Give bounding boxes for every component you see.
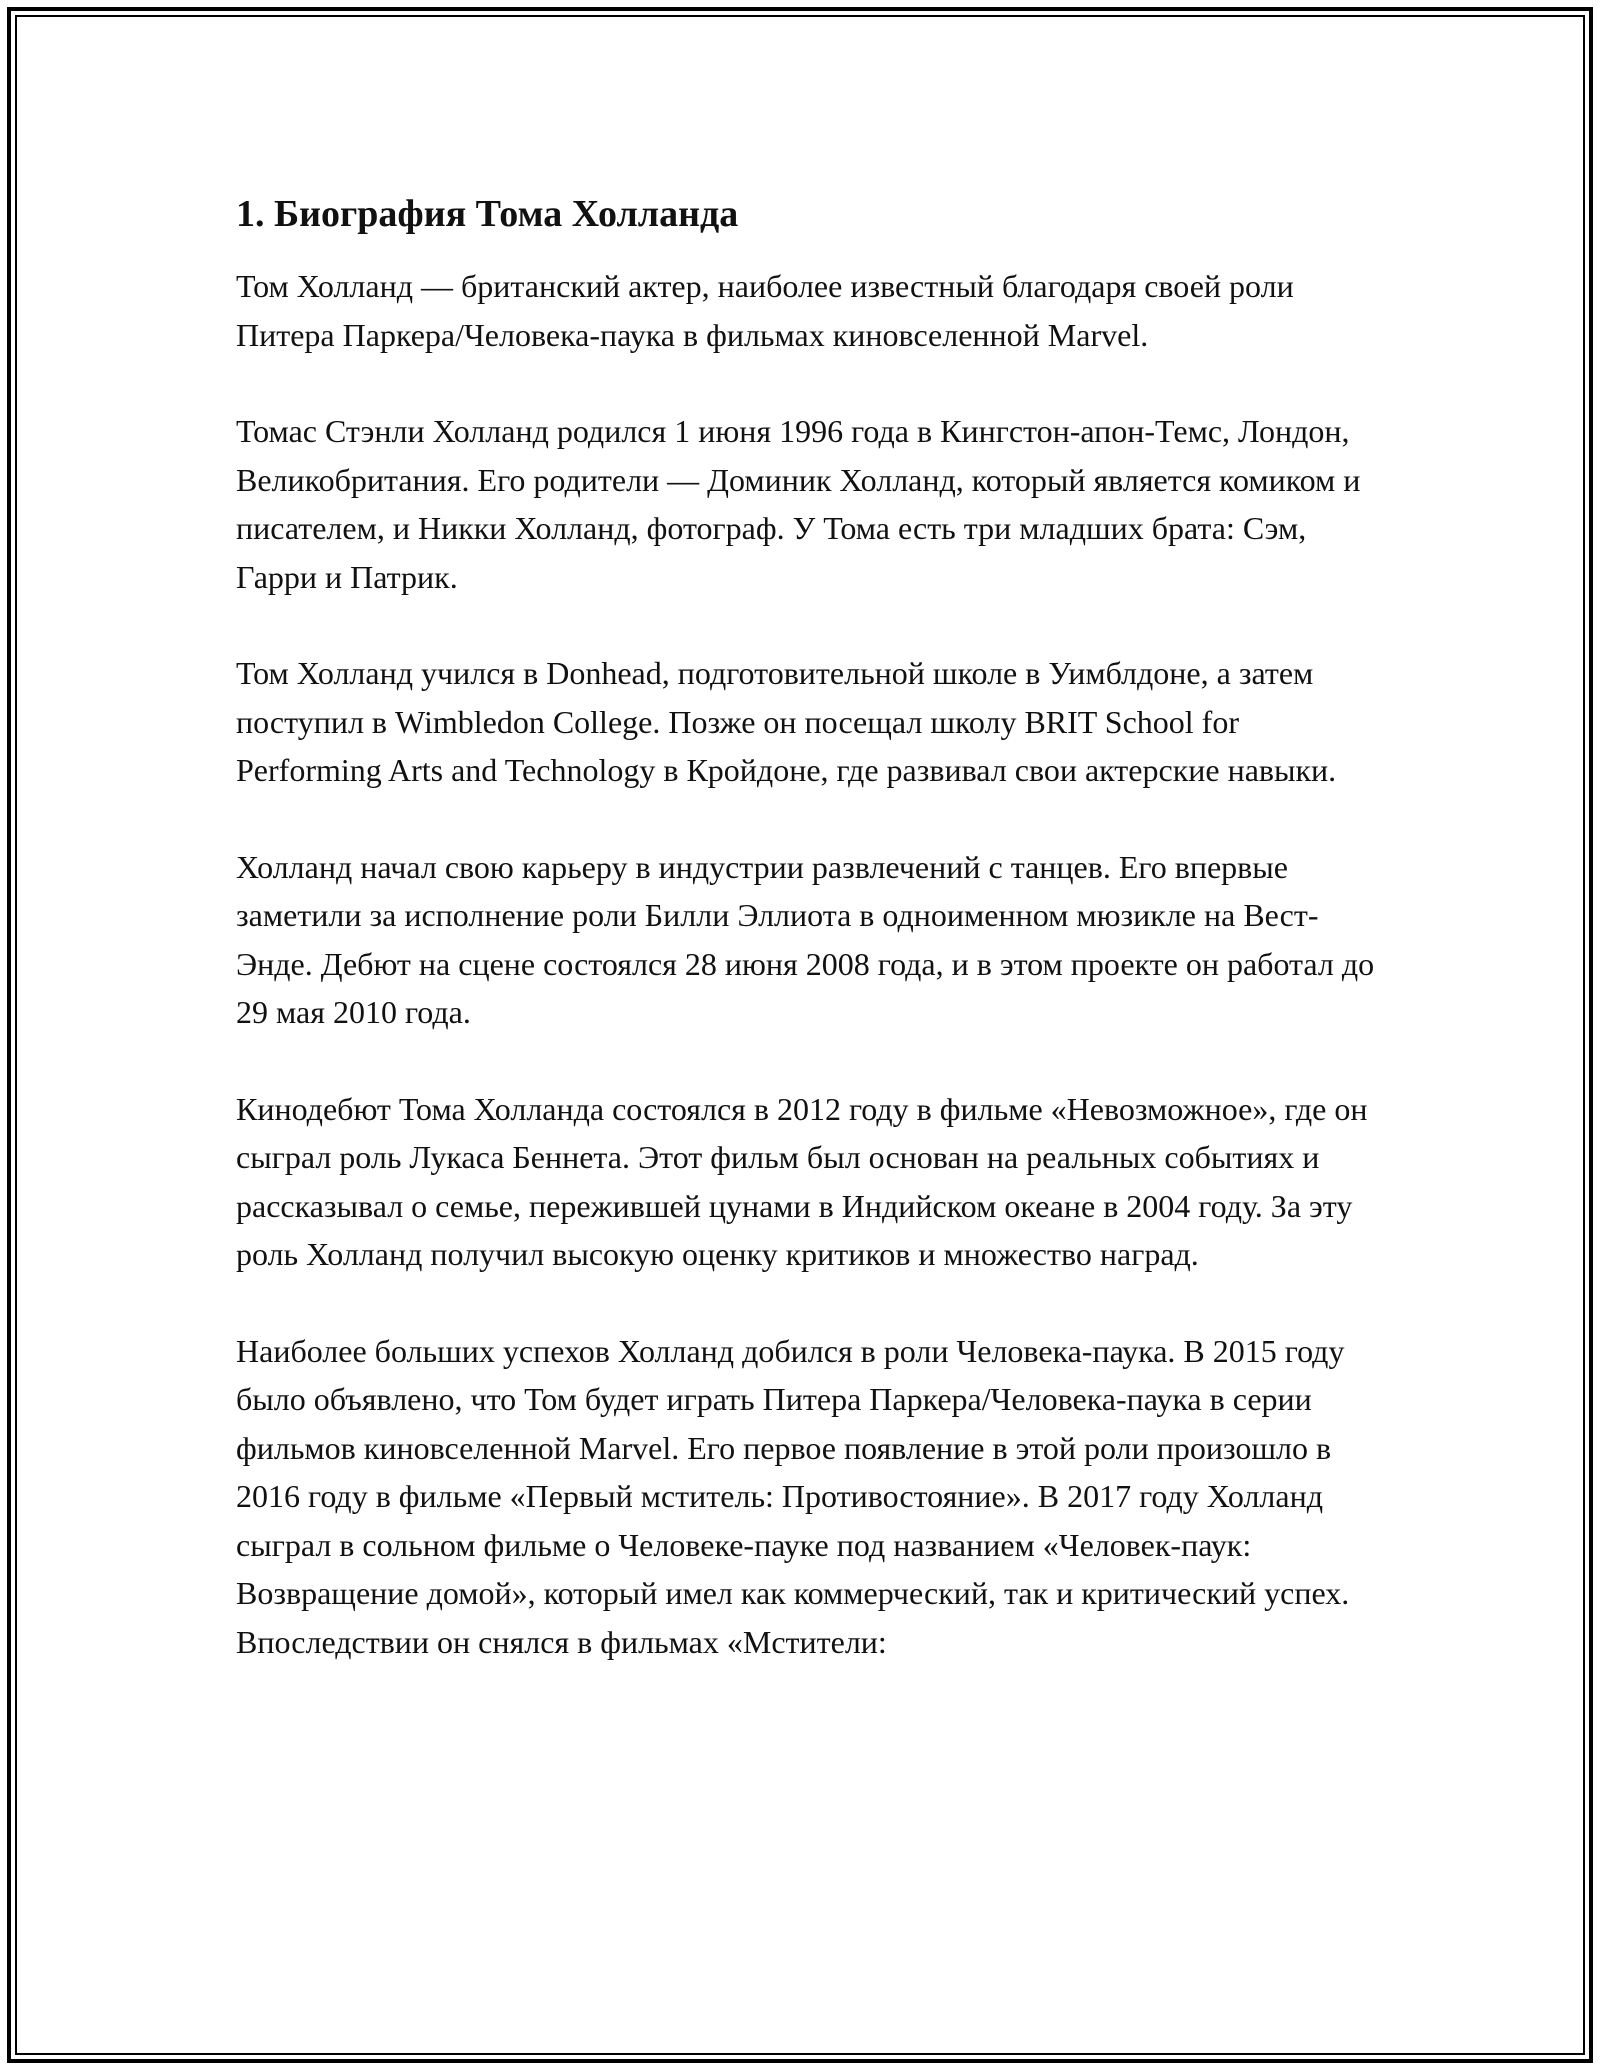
document-body (236, 186, 1386, 1666)
paragraph-spider-man: Наиболее больших успехов Холланд добился в роли Человека-паука. В 2015 году было объявлено, что Том будет играть Питера Паркера/Человека-паука в серии фильмов киновселенной Marvel. Его первое появление в этой роли произошло в 2016 году в фильме «Первый мститель: Противостояние». В 2017 году Холланд сыграл в сольном фильме о Человеке-пауке под названием «Человек-паук: Возвращение домой», который имел как коммерческий, так и критический успех. Впоследствии он снялся в фильмах «Мстители: (236, 1332, 1350, 1660)
paragraph-education: Том Холланд учился в Donhead, подготовительной школе в Уимблдоне, а затем поступил в Wimbledon College. Позже он посещал школу BRIT School for Performing Arts and Technology в Кройдоне, где развивал свои актерские навыки. (236, 655, 1337, 788)
paragraph-intro: Том Холланд — британский актер, наиболее известный благодаря своей роли Питера Паркера/Человека-паука в фильмах киновселенной Marvel. (236, 268, 1294, 353)
section-heading: 1. Биография Тома Холланда (236, 193, 739, 235)
paragraph-birth: Томас Стэнли Холланд родился 1 июня 1996 года в Кингстон-апон-Темс, Лондон, Великобритания. Его родители — Доминик Холланд, который является комиком и писателем, и Никки Холланд, фотограф. У Тома есть три младших брата: Сэм, Гарри и Патрик. (236, 413, 1361, 595)
paragraph-film-debut: Кинодебют Тома Холланда состоялся в 2012 году в фильме «Невозможное», где он сыграл роль Лукаса Беннета. Этот фильм был основан на реальных событиях и рассказывал о семье, пережившей цунами в Индийском океане в 2004 году. За эту роль Холланд получил высокую оценку критиков и множество наград. (236, 1090, 1368, 1272)
paragraph-early-career: Холланд начал свою карьеру в индустрии развлечений с танцев. Его впервые заметили за исполнение роли Билли Эллиота в одноименном мюзикле на Вест-Энде. Дебют на сцене состоялся 28 июня 2008 года, и в этом проекте он работал до 29 мая 2010 года. (236, 848, 1375, 1030)
